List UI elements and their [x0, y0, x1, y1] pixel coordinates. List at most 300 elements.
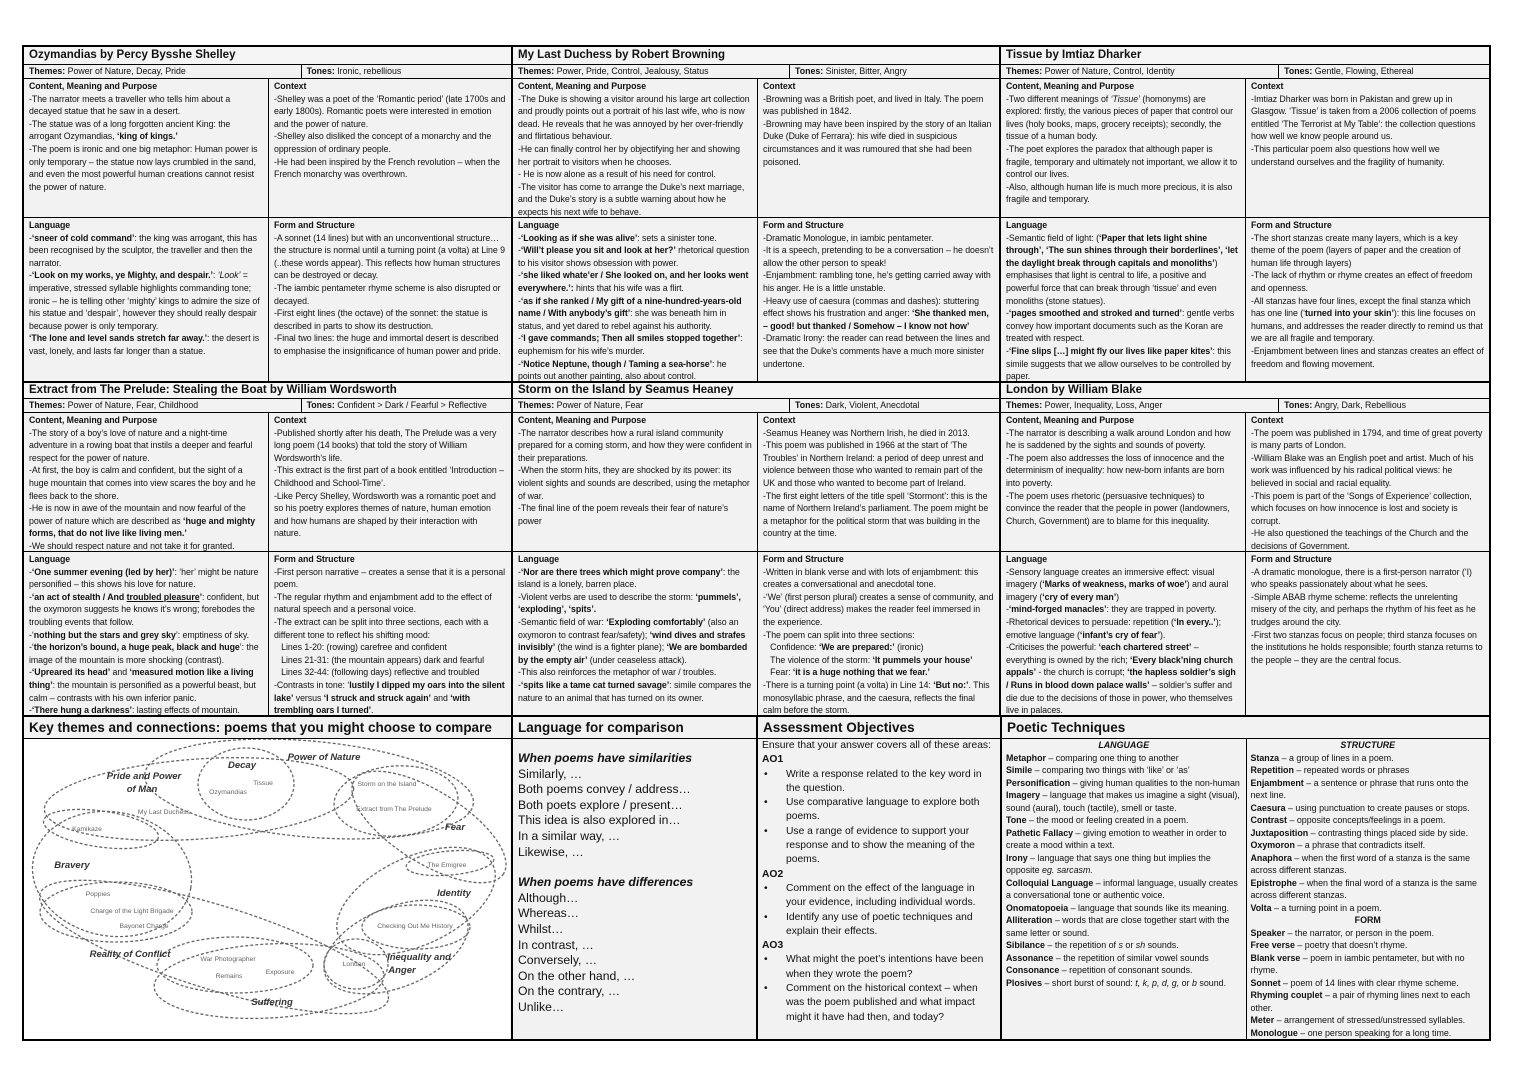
theme-group-outline: [152, 938, 386, 1024]
language-cell: [1001, 551, 1245, 715]
poem-panel: [511, 381, 1001, 717]
technique-item: Plosives – short burst of sound: t, k, p, d, g, or b sound.: [1006, 977, 1227, 988]
differences-heading: When poems have differences: [518, 875, 694, 890]
poem-title: Storm on the Island by Seamus Heaney: [513, 383, 999, 399]
technique-item: Blank verse – poem in iambic pentameter, but with no rhyme.: [1250, 952, 1465, 975]
text-line: -There is a turning point (a volta) in Line 14: ‘But no:’. This monosyllabic phrase, and the caesura, reflects the final calm before the storm.: [763, 679, 990, 715]
themes-value: Power of Nature, Control, Identity: [1044, 66, 1175, 76]
similarity-phrase: This idea is also explored in…: [518, 813, 681, 828]
text-line: -This particular poem also questions how well we understand ourselves and the fragility of humanity.: [1251, 143, 1445, 167]
poem-panel: [511, 45, 1001, 383]
technique-item: Alliteration – words that are close together start with the same letter or sound.: [1006, 915, 1230, 938]
language-heading: Language: [1006, 220, 1048, 230]
text-line: -‘mind-forged manacles’: they are trapped in poverty.: [1006, 604, 1217, 615]
objective-code: AO1: [762, 754, 784, 766]
objective-point: • Write a response related to the key word in the question.: [762, 768, 996, 797]
technique-item: Meter – arrangement of stressed/unstressed syllables.: [1250, 1015, 1466, 1025]
structure-heading: STRUCTURE: [1340, 740, 1396, 750]
tones-field: [302, 399, 492, 412]
text-line: -‘as if she ranked / My gift of a nine-hundred-years-old name / With anybody’s gift’: she was beneath him in status, and yet dared to rebel against his authority.: [518, 295, 742, 331]
text-line: -The poem also addresses the loss of innocence and the determinism of inequality: how new-born infants are born into poverty.: [1006, 452, 1225, 488]
tones-field: [1279, 399, 1411, 412]
context-heading: Context: [763, 415, 796, 425]
text-line: -The final line of the poem reveals their fear of nature’s power: [518, 503, 729, 526]
text-line: - He is now alone as a result of his need for control.: [518, 169, 716, 180]
technique-item: Simile – comparing two things with ‘like’ or ‘as’: [1006, 765, 1190, 775]
tones-value: Confident > Dark / Fearful > Reflective: [337, 400, 487, 410]
objective-point: • Identify any use of poetic techniques and explain their effects.: [762, 911, 996, 940]
text-line: -‘Fine slips […] might fly our lives like paper kites’: this simile suggests that we allow ourselves to be controlled by paper.: [1006, 345, 1231, 381]
theme-label: Reality of Conflict: [89, 949, 171, 960]
key-themes-panel: [22, 715, 513, 1041]
poem-label: Extract from The Prelude: [356, 806, 432, 813]
text-line: -All stanzas have four lines, except the final stanza which has one line (‘turned into your skin’): this line focuses on humans, and addresses the reader directly to remind us that we are all fragile and temporary.: [1251, 295, 1483, 344]
technique-item: Imagery – language that makes us imagine a sight (visual), sound (aural), touch (tactile), smell or taste.: [1006, 790, 1240, 813]
text-line: -The poem uses rhetoric (persuasive techniques) to convince the reader that the people in power (landowners, Church, Government) are to blame for this inequality.: [1006, 490, 1230, 526]
difference-phrase: Whereas…: [518, 906, 579, 921]
text-line: -Semantic field of light: (‘Paper that lets light shine through’, ‘The sun shines through their borderlines’, ‘let the daylight break through capitals and monoliths’) emphasises that light is central to life, a positive and powerful force that can break through ‘tissue’ and even monoliths (stone statues).: [1006, 232, 1238, 306]
text-line: -He can finally control her by objectifying her and showing her portrait to visitors when he chooses.: [518, 143, 740, 167]
themes-field: [1001, 399, 1279, 412]
language-heading: LANGUAGE: [1098, 740, 1150, 750]
text-line: -Dramatic Irony: the reader can read between the lines and see that the Duke’s comments have a much more sinister undertone.: [763, 333, 990, 369]
difference-phrase: In contrast, …: [518, 937, 594, 952]
techniques-title: Poetic Techniques: [1002, 717, 1489, 739]
themes-value: Power of Nature, Decay, Pride: [67, 66, 186, 76]
language-heading: Language: [1006, 554, 1048, 564]
difference-phrase: Whilst…: [518, 921, 564, 936]
text-line: -Sensory language creates an immersive effect: visual imagery (‘Marks of weakness, marks of woe’) and aural imagery (‘cry of every man’): [1006, 566, 1229, 602]
objective-point: • Use a range of evidence to support your response and to show the meaning of the poems.: [762, 825, 996, 868]
text-line: -A sonnet (14 lines) but with an unconventional structure… the structure is normal until a turning point (a volta) at Line 9 (..these words appear). This reflects how human structures can be destroyed or decay.: [274, 232, 505, 281]
language-techniques: [1002, 739, 1246, 1041]
difference-phrase: Conversely, …: [518, 953, 598, 968]
similarities-heading: When poems have similarities: [518, 751, 693, 765]
text-line: ironic – he is telling other ‘mighty’ kings to admire the size of his statue and ‘despair’, however they should really despair because power is only temporary.: [29, 295, 260, 331]
text-line: -‘I gave commands; Then all smiles stopped together’: euphemism for his wife’s murder.: [518, 333, 743, 356]
form-structure-cell: [757, 551, 999, 715]
text-line: -‘Look on my works, ye Mighty, and despair.’: ‘Look’ = imperative, stressed syllable highlights commanding tone;: [29, 270, 252, 293]
themes-value: Power of Nature, Fear, Childhood: [67, 400, 199, 410]
text-line: -The regular rhythm and enjambment add to the effect of natural speech and a personal voice.: [274, 591, 492, 615]
structure-form-techniques: [1246, 739, 1490, 1041]
tones-field: [790, 65, 912, 78]
text-line: -The lack of rhythm or rhyme creates an effect of freedom and openness.: [1251, 270, 1473, 293]
tones-value: Dark, Violent, Anecdotal: [825, 400, 920, 410]
context-heading: Context: [1251, 81, 1284, 91]
objective-points: [762, 953, 996, 1024]
tones-label: Tones:: [795, 66, 824, 76]
themes-venn-diagram: [24, 739, 510, 1039]
language-cell: [513, 551, 757, 715]
technique-item: Consonance – repetition of consonant sounds.: [1006, 965, 1193, 975]
themes-label: Themes:: [29, 66, 66, 76]
difference-phrase: Although…: [518, 890, 579, 905]
content-meaning-cell: [513, 413, 757, 551]
assessment-title: Assessment Objectives: [758, 717, 1000, 739]
technique-item: Free verse – poetry that doesn’t rhyme.: [1250, 940, 1408, 950]
text-line: -First eight lines (the octave) of the sonnet: the statue is described in parts to show its destruction.: [274, 308, 488, 331]
poem-title: London by William Blake: [1001, 383, 1489, 399]
text-line: -‘Nor are there trees which might prove company’: the island is a lonely, barren place.: [518, 566, 740, 590]
text-line: -Two different meanings of ‘Tissue’ (homonyms) are explored: firstly, the various pieces of paper that control our lives (holy books, maps, grocery receipts); secondly, the tissue of a human body.: [1006, 93, 1233, 142]
poem-panel: [999, 45, 1491, 383]
text-line: -Shelley was a poet of the ‘Romantic period’ (late 1700s and early 1800s). Romantic poets were interested in emotion and the power of nature.: [274, 93, 506, 129]
text-line: -The narrator is describing a walk around London and how he is saddened by the sights and sounds of poverty.: [1006, 427, 1231, 451]
poem-title: My Last Duchess by Robert Browning: [513, 47, 999, 65]
poem-label: Storm on the Island: [357, 781, 417, 788]
text-line: -The Duke is showing a visitor around his large art collection and proudly points out a portrait of his last wife, who is now dead. He reveals that he was annoyed by her over-friendly and flirtatious behaviour.: [518, 93, 750, 142]
objective-point: • What might the poet’s intentions have been when they wrote the poem?: [762, 953, 996, 982]
text-line: -Heavy use of caesura (commas and dashes): stuttering effect shows his frustration and anger: ‘She thanked men, – good! but thanked / Somehow – I know not how’: [763, 295, 989, 331]
theme-label: Decay: [228, 760, 256, 771]
theme-label: Pride and Power: [106, 771, 182, 782]
themes-label: Themes:: [29, 400, 66, 410]
poem-label: My Last Duchess: [137, 809, 191, 816]
form-structure-heading: Form and Structure: [1251, 220, 1332, 230]
theme-label: Inequality and: [387, 952, 451, 963]
content-meaning-cell: [1001, 413, 1245, 551]
technique-item: Sibilance – the repetition of s or sh sounds.: [1006, 940, 1179, 950]
language-heading: Language: [29, 220, 71, 230]
text-line: -The statue was of a long forgotten ancient King: the arrogant Ozymandias, ‘king of kings.’: [29, 118, 231, 142]
text-line: -We should respect nature and not take it for granted.: [29, 540, 235, 551]
technique-item: Caesura – using punctuation to create pauses or stops.: [1250, 802, 1470, 813]
form-structure-heading: Form and Structure: [274, 220, 355, 230]
text-line: -He also questioned the teachings of the Church and the decisions of Government.: [1251, 528, 1469, 551]
objective-code: AO3: [762, 940, 784, 952]
similarity-phrase: In a similar way, …: [518, 828, 621, 843]
theme-label: Identity: [437, 888, 471, 899]
poem-label: Kamikaze: [72, 826, 102, 833]
similarity-phrase: Both poets explore / present…: [518, 797, 683, 812]
poem-label: Charge of the Light Brigade: [90, 908, 174, 915]
text-line: -Rhetorical devices to persuade: repetition (‘In every..’); emotive language (‘infant’s cry of fear’).: [1006, 616, 1221, 640]
text-line: The violence of the storm: ‘It pummels your house’: [763, 654, 973, 665]
text-line: -Written in blank verse and with lots of enjambment: this creates a conversational and anecdotal tone.: [763, 566, 979, 590]
themes-tones-row: [513, 65, 999, 79]
assessment-intro: Ensure that your answer covers all of these areas:: [762, 740, 991, 751]
text-line: -First person narrative – creates a sense that it is a personal poem.: [274, 566, 506, 590]
tones-field: [302, 65, 407, 78]
comparison-title: Language for comparison: [513, 717, 756, 739]
comparison-panel: [511, 715, 758, 1041]
similarity-phrase: Similarly, …: [518, 766, 583, 781]
text-line: -Like Percy Shelley, Wordsworth was a romantic poet and so his poetry explores themes of nature, human emotion and how humans are shaped by their interaction with nature.: [274, 490, 496, 539]
context-cell: [1245, 79, 1489, 217]
text-line: -Shelley also disliked the concept of a monarchy and the oppression of ordinary people.: [274, 131, 492, 154]
form-structure-cell: [757, 217, 999, 381]
content-meaning-heading: Content, Meaning and Purpose: [29, 415, 158, 425]
text-line: -‘Notice Neptune, though / Taming a sea-horse’: he points out another painting, also about control.: [518, 358, 727, 381]
theme-label: Anger: [388, 965, 416, 976]
theme-group-outline: [198, 748, 294, 820]
tones-value: Sinister, Bitter, Angry: [825, 66, 907, 76]
text-line: Lines 1-20: (rowing) carefree and confident: [274, 642, 447, 653]
text-line: -The narrator meets a traveller who tells him about a decayed statue that he saw in a desert.: [29, 93, 231, 117]
tones-field: [790, 399, 924, 412]
text-line: -Enjambment: rambling tone, he’s getting carried away with his anger. He is a little unstable.: [763, 270, 991, 293]
context-cell: [757, 79, 999, 217]
technique-item: Personification – giving human qualities to the non-human: [1006, 777, 1240, 788]
themes-tones-row: [1001, 65, 1489, 79]
technique-item: Irony – language that says one thing but implies the opposite eg. sarcasm.: [1006, 852, 1211, 875]
poem-panel: [999, 381, 1491, 717]
technique-item: Volta – a turning point in a poem.: [1250, 902, 1382, 913]
techniques-panel: [1000, 715, 1491, 1041]
objective-point: • Comment on the effect of the language in your evidence, including individual words.: [762, 882, 996, 911]
themes-label: Themes:: [1006, 400, 1043, 410]
text-line: -‘pages smoothed and stroked and turned’: gentle verbs convey how important documents such as the Koran are treated with respect.: [1006, 308, 1235, 344]
context-heading: Context: [763, 81, 796, 91]
text-line: -Contrasts in tone: ‘lustily I dipped my oars into the silent lake’ versus ‘I struck and struck again’ and ‘with trembling oars I turned’.: [274, 679, 505, 715]
themes-field: [24, 65, 302, 78]
text-line: -‘We’ (first person plural) creates a sense of community, and ‘You’ (direct address) makes the reader feel immersed in the experience.: [763, 591, 994, 627]
theme-group-outline: [157, 937, 313, 993]
context-cell: [268, 413, 511, 551]
text-line: -Criticises the powerful: ‘each chartered street’ – everything is owned by the rich; ‘Every black’ning church appals’ - the church is corrupt; ‘the hapless soldier’s sigh / Runs in blood down palace walls’ – soldier’s suffer and die due to the decisions of those in power, who themselves live in palaces.: [1006, 642, 1236, 715]
form-structure-cell: [268, 551, 511, 715]
poem-label: Remains: [215, 973, 243, 980]
content-meaning-cell: [24, 413, 268, 551]
poem-panel: [22, 381, 513, 717]
form-heading: FORM: [1354, 915, 1381, 925]
text-line: ‘The lone and level sands stretch far away.’: the desert is vast, lonely, and lasts far longer than a statue.: [29, 333, 260, 356]
themes-field: [513, 399, 790, 412]
technique-item: Oxymoron – a phrase that contradicts itself.: [1250, 840, 1426, 850]
context-cell: [268, 79, 511, 217]
technique-item: Repetition – repeated words or phrases: [1250, 765, 1410, 775]
objective-point: • Use comparative language to explore both poems.: [762, 796, 996, 825]
theme-label: of Man: [126, 784, 158, 795]
language-cell: [513, 217, 757, 381]
content-meaning-heading: Content, Meaning and Purpose: [518, 415, 647, 425]
text-line: -Simple ABAB rhyme scheme: reflects the unrelenting misery of the city, and perhaps the rhythm of his feet as he trudges around the city.: [1251, 591, 1476, 627]
themes-field: [1001, 65, 1279, 78]
poem-title: Tissue by Imtiaz Dharker: [1001, 47, 1489, 65]
text-line: -‘Upreared its head’ and ‘measured motion like a living thing’: the mountain is personified as a powerful beast, but calm – contrasts with his own inferior panic.: [29, 667, 256, 703]
language-cell: [24, 217, 268, 381]
technique-item: Monologue – one person speaking for a long time.: [1250, 1027, 1452, 1038]
language-cell: [24, 551, 268, 715]
content-meaning-cell: [24, 79, 268, 217]
text-line: -Published shortly after his death, The Prelude was a very long poem (14 books) that told the story of William Wordsworth’s life.: [274, 427, 497, 463]
content-meaning-heading: Content, Meaning and Purpose: [1006, 81, 1135, 91]
form-structure-heading: Form and Structure: [1251, 554, 1332, 564]
form-structure-heading: Form and Structure: [763, 220, 844, 230]
poem-label: War Photographer: [200, 956, 256, 963]
language-heading: Language: [29, 554, 71, 564]
poem-title: Ozymandias by Percy Bysshe Shelley: [24, 47, 511, 65]
text-line: -This extract is the first part of a book entitled ‘Introduction – Childhood and School-Time’.: [274, 465, 504, 488]
themes-value: Power, Pride, Control, Jealousy, Status: [556, 66, 709, 76]
tones-label: Tones:: [306, 400, 335, 410]
theme-label: Suffering: [251, 997, 293, 1008]
text-line: Lines 21-31: (the mountain appears) dark and fearful: [274, 654, 484, 665]
context-heading: Context: [274, 415, 307, 425]
technique-item: Colloquial Language – informal language, usually creates a conversational tone or authentic voice.: [1006, 877, 1238, 900]
text-line: -The poem is ironic and one big metaphor: Human power is only temporary – the statue now lays crumbled in the sand, and even the most powerful human creations cannot resist the power of nature.: [29, 143, 258, 192]
text-line: -The poem was published in 1794, and time of great poverty is many parts of London.: [1251, 427, 1483, 451]
language-heading: Language: [518, 554, 560, 564]
technique-item: Contrast – opposite concepts/feelings in a poem.: [1250, 815, 1446, 825]
text-line: -The narrator describes how a rural island community prepared for a coming storm, and how they were confident in their preparations.: [518, 427, 752, 463]
themes-label: Themes:: [518, 66, 555, 76]
text-line: -‘the horizon’s bound, a huge peak, black and huge’: the image of the mountain is more shocking (contrast).: [29, 642, 259, 665]
poem-label: Ozymandias: [209, 789, 247, 796]
text-line: -‘nothing but the stars and grey sky’: emptiness of sky.: [29, 629, 249, 640]
similarity-phrase: Likewise, …: [518, 844, 584, 859]
text-line: -Browning was a British poet, and lived in Italy. The poem was published in 1842.: [763, 93, 984, 117]
theme-group-outline: [24, 799, 202, 949]
themes-tones-row: [513, 399, 999, 413]
technique-item: Assonance – the repetition of similar vowel sounds: [1006, 952, 1209, 963]
text-line: Lines 32-44: (following days) reflective and troubled: [274, 667, 480, 678]
text-line: -The story of a boy’s love of nature and a night-time adventure in a rowing boat that instils a deeper and fearful respect for the power of nature.: [29, 427, 253, 463]
text-line: -This also reinforces the metaphor of war / troubles.: [518, 667, 717, 678]
tones-field: [1279, 65, 1418, 78]
text-line: -The iambic pentameter rhyme scheme is also disrupted or decayed.: [274, 282, 501, 306]
text-line: -Final two lines: the huge and immortal desert is described to emphasise the insignificance of human power and pride.: [274, 333, 501, 356]
technique-item: Onomatopoeia – language that sounds like its meaning.: [1006, 902, 1229, 913]
form-structure-cell: [268, 217, 511, 381]
poem-title: Extract from The Prelude: Stealing the Boat by William Wordsworth: [24, 383, 511, 399]
technique-item: Speaker – the narrator, or person in the poem.: [1250, 927, 1435, 938]
language-cell: [1001, 217, 1245, 381]
text-line: -Dramatic Monologue, in iambic pentameter.: [763, 232, 934, 243]
theme-label: Fear: [444, 822, 466, 833]
technique-item: Tone – the mood or feeling created in a poem.: [1006, 815, 1189, 825]
form-structure-heading: Form and Structure: [274, 554, 355, 564]
text-line: Confidence: ‘We are prepared:’ (ironic): [763, 642, 924, 653]
text-line: -The poem can split into three sections:: [763, 629, 915, 640]
text-line: -‘One summer evening (led by her)’: ‘her’ might be nature personified – this shows his love for nature.: [29, 566, 259, 590]
text-line: -William Blake was an English poet and artist. Much of his work was influenced by his radical political views: he believed in social and racial equality.: [1251, 452, 1474, 488]
text-line: -The visitor has come to arrange the Duke’s next marriage, and the Duke’s story is a subtle warning about how he expects his next wife to behave.: [518, 181, 745, 217]
themes-field: [24, 399, 302, 412]
language-heading: Language: [518, 220, 560, 230]
technique-item: Stanza – a group of lines in a poem.: [1250, 752, 1394, 763]
themes-label: Themes:: [1006, 66, 1043, 76]
tones-label: Tones:: [795, 400, 824, 410]
comparison-phrases: [513, 739, 756, 1028]
text-line: -Seamus Heaney was Northern Irish, he died in 2013.: [763, 427, 970, 438]
technique-item: Juxtaposition – contrasting things placed side by side.: [1250, 827, 1469, 838]
assessment-panel: [756, 715, 1002, 1041]
poem-label: Exposure: [265, 969, 295, 976]
themes-tones-row: [24, 65, 511, 79]
text-line: -When the storm hits, they are shocked by its power: its violent sights and sounds are described, using the metaphor of war.: [518, 465, 750, 501]
theme-group-outline: [28, 854, 401, 1039]
tones-label: Tones:: [1284, 66, 1313, 76]
objective-points: [762, 768, 996, 868]
text-line: -He is now in awe of the mountain and now fearful of the power of nature which are described as ‘huge and mighty forms, that do not live like living men.’: [29, 503, 256, 539]
text-line: -Browning may have been inspired by the story of an Italian Duke (Duke of Ferrara): his wife died in suspicious circumstances and it was rumoured that she had been poisoned.: [763, 118, 992, 167]
text-line: -This poem was published in 1966 at the start of ‘The Troubles’ in Northern Ireland: a period of deep unrest and violence between those who wanted to remain part of the UK and those who wanted to become part of Ireland.: [763, 440, 984, 488]
text-line: -The first eight letters of the title spell ‘Stormont’: this is the name of Northern Ireland’s parliament. The poem might be a metaphor for the political storm that was building in the country at the time.: [763, 490, 989, 539]
tones-label: Tones:: [1284, 400, 1313, 410]
poem-label: London: [342, 961, 366, 968]
poem-panel: [22, 45, 513, 383]
text-line: -First two stanzas focus on people; third stanza focuses on the institutions he holds responsible; fourth stanza returns to the people – they are the central focus.: [1251, 629, 1483, 665]
poem-label: Bayonet Charge: [119, 923, 169, 930]
content-meaning-heading: Content, Meaning and Purpose: [518, 81, 647, 91]
content-meaning-cell: [1001, 79, 1245, 217]
objective-code: AO2: [762, 868, 784, 880]
tones-value: Ironic, rebellious: [337, 66, 402, 76]
theme-label: Bravery: [54, 860, 90, 871]
text-line: -He had been inspired by the French revolution – when the French monarchy was overthrown.: [274, 156, 501, 180]
content-meaning-heading: Content, Meaning and Purpose: [1006, 415, 1135, 425]
text-line: -‘she liked whate’er / She looked on, and her looks went everywhere.’: hints that his wife was a flirt.: [518, 270, 749, 293]
technique-item: Metaphor – comparing one thing to another: [1006, 752, 1179, 763]
text-line: -It is a speech, pretending to be a conversation – he doesn’t allow the other person to speak!: [763, 245, 994, 268]
text-line: -A dramatic monologue, there is a first-person narrator (‘I) who speaks passionately about what he sees.: [1251, 566, 1472, 590]
poem-label: Poppies: [85, 891, 111, 898]
text-line: -Enjambment between lines and stanzas creates an effect of freedom and flowing movement.: [1251, 345, 1484, 369]
technique-item: Rhyming couplet – a pair of rhyming lines next to each other.: [1250, 990, 1471, 1013]
themes-label: Themes:: [518, 400, 555, 410]
text-line: -‘an act of stealth / And troubled pleasure’: confident, but the oxymoron suggests he knows it’s wrong; forebodes the troubling events that follow.: [29, 591, 259, 627]
difference-phrase: Unlike…: [518, 999, 565, 1014]
technique-item: Pathetic Fallacy – giving emotion to weather in order to create a mood within a text.: [1006, 827, 1227, 850]
text-line: -The extract can be split into three sections, each with a different tone to reflect his shifting mood:: [274, 616, 489, 640]
tones-value: Angry, Dark, Rebellious: [1314, 400, 1407, 410]
text-line: -‘Will’t please you sit and look at her?’ rhetorical question to his visitor shows obsession with power.: [518, 245, 750, 268]
context-cell: [757, 413, 999, 551]
text-line: -Also, although human life is much more precious, it is also fragile and temporary.: [1006, 181, 1233, 205]
form-structure-heading: Form and Structure: [763, 554, 844, 564]
technique-item: Epistrophe – when the final word of a stanza is the same across different stanzas.: [1250, 877, 1477, 900]
techniques-columns: [1002, 739, 1489, 1041]
themes-tones-row: [1001, 399, 1489, 413]
content-meaning-heading: Content, Meaning and Purpose: [29, 81, 158, 91]
text-line: -‘Looking as if she was alive’: sets a sinister tone.: [518, 232, 717, 243]
text-line: -‘There hung a darkness’: lasting effects of mountain.: [29, 705, 240, 715]
tones-value: Gentle, Flowing, Ethereal: [1314, 66, 1414, 76]
text-line: -Semantic field of war: ‘Exploding comfortably’ (also an oxymoron to contrast fear/safety); ‘wind dives and strafes invisibly’ (the wind is a fighter plane); ‘We are bombarded by the empty air’ (under ceaseless attack).: [518, 616, 748, 665]
difference-phrase: On the contrary, …: [518, 984, 621, 999]
context-heading: Context: [274, 81, 307, 91]
similarity-phrase: Both poems convey / address…: [518, 782, 691, 797]
difference-phrase: On the other hand, …: [518, 968, 636, 983]
technique-item: Anaphora – when the first word of a stanza is the same across different stanzas.: [1250, 852, 1471, 875]
poem-label: Tissue: [253, 780, 273, 787]
form-structure-cell: [1245, 217, 1489, 381]
text-line: -‘spits like a tame cat turned savage’: simile compares the nature to an animal that has turned on its owner.: [518, 679, 752, 703]
text-line: Fear: ‘it is a huge nothing that we fear.’: [763, 667, 930, 678]
tones-label: Tones:: [306, 66, 335, 76]
assessment-objectives: [758, 739, 1000, 1025]
themes-tones-row: [24, 399, 511, 413]
technique-item: Enjambment – a sentence or phrase that runs onto the next line.: [1250, 777, 1469, 800]
themes-field: [513, 65, 790, 78]
text-line: -At first, the boy is calm and confident, but the sight of a huge mountain that comes into view scares the boy and he flees back to the shore.: [29, 465, 256, 501]
technique-item: Sonnet – poem of 14 lines with clear rhyme scheme.: [1250, 977, 1459, 988]
poem-label: Checking Out Me History: [377, 923, 453, 930]
text-line: -Violent verbs are used to describe the storm: ‘pummels’, ‘exploding’, ‘spits’.: [518, 591, 741, 615]
themes-value: Power, Inequality, Loss, Anger: [1044, 400, 1163, 410]
text-line: -‘sneer of cold command’: the king was arrogant, this has been recognised by the sculptor, the traveller and then the narrator.: [29, 232, 257, 268]
context-cell: [1245, 413, 1489, 551]
objective-points: [762, 882, 996, 939]
objective-point: • Comment on the historical context – when was the poem published and what impact might it have had then, and today?: [762, 982, 996, 1025]
context-heading: Context: [1251, 415, 1284, 425]
themes-value: Power of Nature, Fear: [556, 400, 644, 410]
theme-label: Power of Nature: [287, 752, 361, 763]
text-line: -Imtiaz Dharker was born in Pakistan and grew up in Glasgow. ‘Tissue’ is taken from a 2006 collection of poems entitled ‘The Terrorist at My Table’: the collection questions how well we know people around us.: [1251, 93, 1476, 142]
theme-group-outline: [42, 748, 357, 849]
